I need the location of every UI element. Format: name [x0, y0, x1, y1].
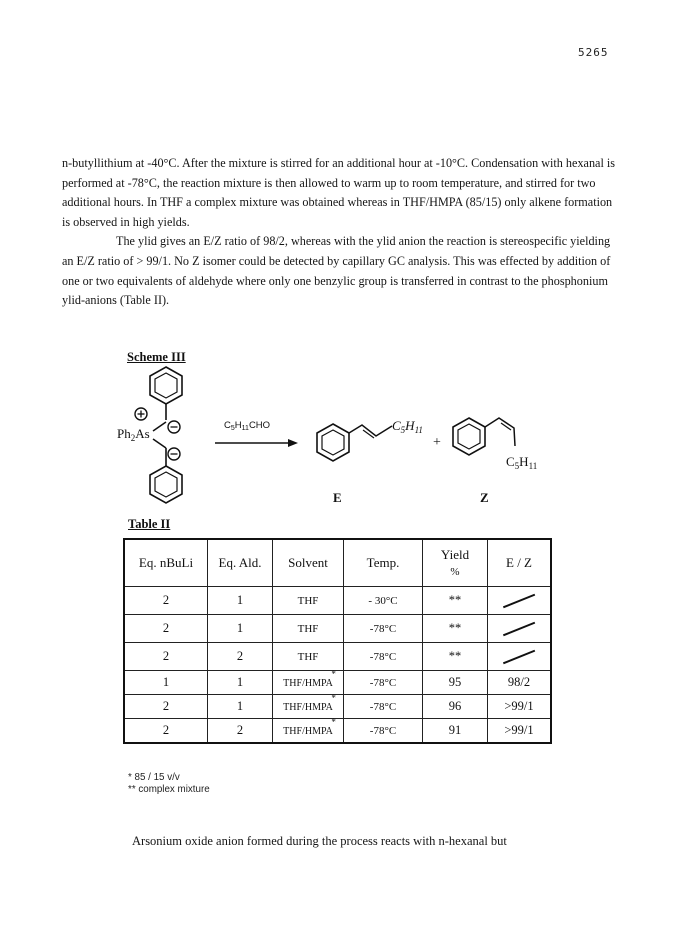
body-text-1 [62, 154, 622, 311]
conditions-label: $C_5H_{11}CHO$ [224, 420, 271, 432]
cell-temp: -78°C [344, 671, 423, 695]
cell-nbuli: 2 [124, 587, 208, 615]
table-footnotes [128, 772, 210, 796]
page-number: 5265 [578, 46, 609, 59]
arrow-head-icon [288, 439, 298, 447]
product-z-chain [485, 418, 515, 446]
cell-nbuli: 2 [124, 695, 208, 719]
cell-ald: 1 [208, 587, 273, 615]
cell-yield: ** [423, 587, 488, 615]
cell-ez [488, 587, 552, 615]
table-row [124, 671, 551, 695]
header-eq-ald: Eq. Ald. [208, 539, 273, 587]
cell-ez: 98/2 [488, 671, 552, 695]
table-row [124, 695, 551, 719]
cell-nbuli: 2 [124, 615, 208, 643]
table-row [124, 719, 551, 744]
as-bond-up [153, 422, 166, 431]
cell-ez: >99/1 [488, 719, 552, 744]
as-bond-down [153, 439, 166, 448]
minus-charge-icon-1 [168, 421, 180, 433]
paragraph-1: n-butyllithium at -40°C. After the mixture is stirred for an additional hour at -10°C. Condensation with hexanal is performed at -78°C, the reaction mixture is then allowed to warm up to room temperature, and stirred for two additional hours. In THF a complex mixture was obtained whereas in THF/HMPA (85/15) only alkene formation is observed in high yields. [62, 156, 616, 229]
not-applicable-slash-icon [503, 650, 535, 664]
table-row [124, 643, 551, 671]
header-solvent: Solvent [273, 539, 344, 587]
not-applicable-slash-icon [503, 594, 535, 608]
product-e-chain [349, 425, 392, 436]
cell-solvent: THF [273, 587, 344, 615]
header-eq-nbuli: Eq. nBuLi [124, 539, 208, 587]
cell-solvent: THF [273, 643, 344, 671]
cell-temp: -78°C [344, 615, 423, 643]
footnote-1: * 85 / 15 v/v [128, 772, 180, 783]
plus-sign: + [433, 435, 441, 450]
cell-solvent: THF/HMPA * [273, 719, 344, 744]
not-applicable-slash-icon [503, 622, 535, 636]
label-z: Z [480, 490, 489, 505]
cell-yield: 91 [423, 719, 488, 744]
scheme-heading: Scheme III [127, 350, 186, 364]
cell-yield: ** [423, 615, 488, 643]
cell-nbuli: 1 [124, 671, 208, 695]
cell-solvent: THF/HMPA * [273, 671, 344, 695]
top-phenyl-ring [150, 367, 182, 404]
product-z-substituent: $C_5H_{11}$ [506, 454, 538, 471]
closing-sentence: Arsonium oxide anion formed during the process reacts with n-hexanal but [132, 834, 507, 848]
header-ez: E / Z [488, 539, 552, 587]
product-e-substituent: $C_5H_{11}$ [392, 418, 423, 435]
cell-yield: 96 [423, 695, 488, 719]
product-z-ring [453, 418, 485, 455]
product-e-ring [317, 424, 349, 461]
label-e: E [333, 490, 342, 505]
bottom-phenyl-ring [150, 466, 182, 503]
header-yield: Yield % [423, 539, 488, 587]
table-row [124, 587, 551, 615]
header-temp: Temp. [344, 539, 423, 587]
reaction-scheme [0, 360, 680, 520]
results-table [123, 538, 552, 744]
reagent-label: $Ph_2As$ [117, 426, 150, 443]
cell-ald: 1 [208, 695, 273, 719]
minus-charge-icon-2 [168, 448, 180, 460]
cell-temp: -78°C [344, 719, 423, 744]
cell-ez: >99/1 [488, 695, 552, 719]
plus-charge-icon [135, 408, 147, 420]
paragraph-2: The ylid gives an E/Z ratio of 98/2, whereas with the ylid anion the reaction is stereospecific yielding an E/Z ratio of > 99/1. No Z isomer could be detected by capillary GC analysis. This was effected by addition of one or two equivalents of aldehyde where only one benzylic group is transferred in contrast to the phosphonium ylid-anions (Table II). [62, 234, 611, 308]
cell-nbuli: 2 [124, 643, 208, 671]
cell-ald: 2 [208, 643, 273, 671]
cell-solvent: THF [273, 615, 344, 643]
cell-temp: - 30°C [344, 587, 423, 615]
cell-solvent: THF/HMPA * [273, 695, 344, 719]
table-row [124, 615, 551, 643]
cell-temp: -78°C [344, 643, 423, 671]
cell-ald: 2 [208, 719, 273, 744]
cell-ald: 1 [208, 671, 273, 695]
table-heading: Table II [128, 517, 171, 531]
table-header-row [124, 539, 551, 587]
cell-ez [488, 615, 552, 643]
footnote-2: ** complex mixture [128, 784, 210, 795]
cell-ald: 1 [208, 615, 273, 643]
cell-yield: ** [423, 643, 488, 671]
cell-yield: 95 [423, 671, 488, 695]
cell-nbuli: 2 [124, 719, 208, 744]
cell-temp: -78°C [344, 695, 423, 719]
cell-ez [488, 643, 552, 671]
